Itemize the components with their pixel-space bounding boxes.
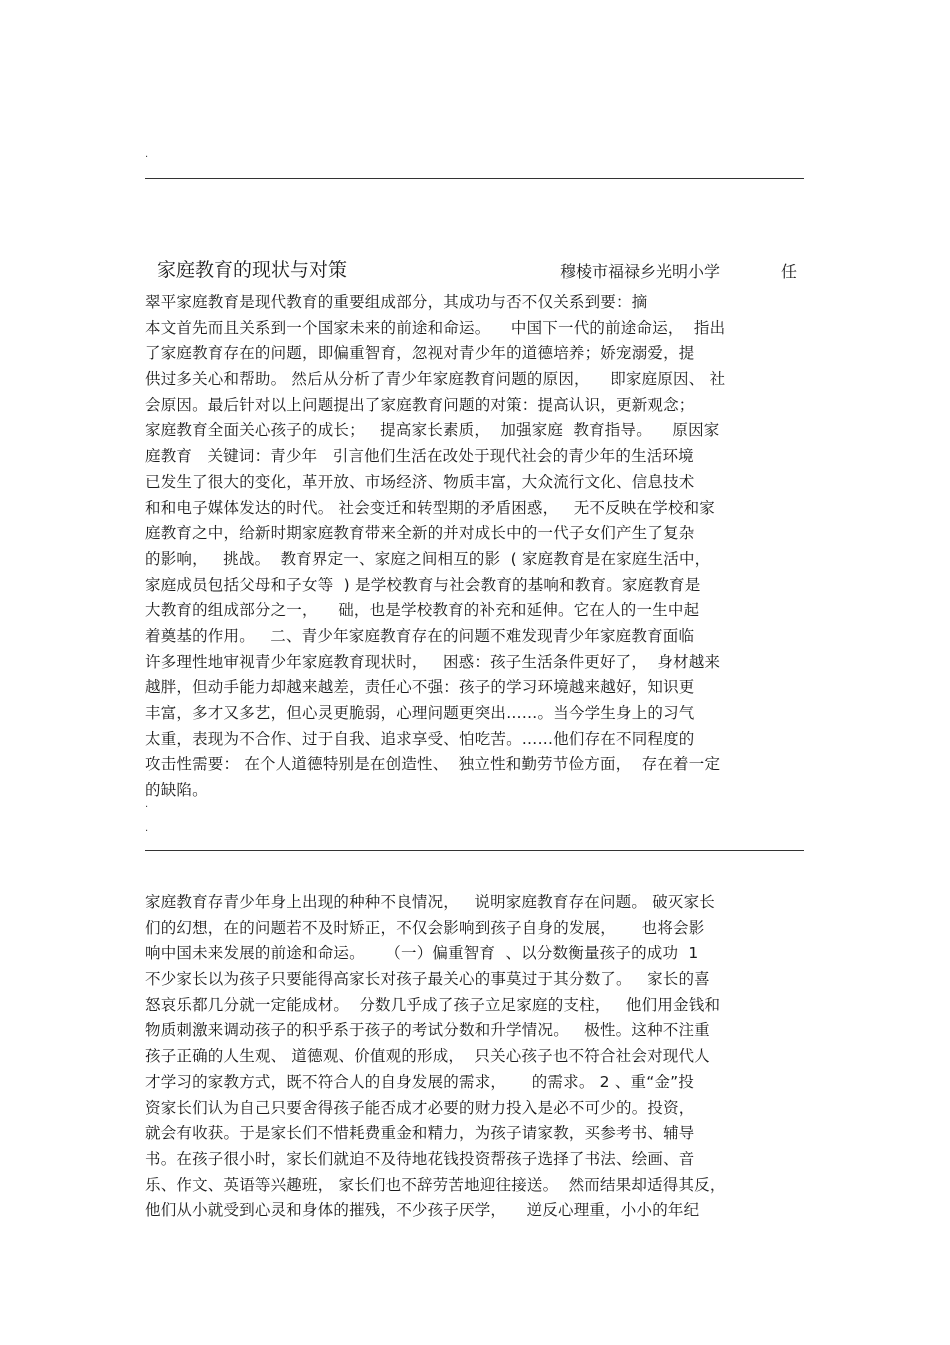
text-line: 们的幻想，在的问题若不及时矫正，不仅会影响到孩子自身的发展， 也将会影: [145, 918, 705, 937]
text-line: 着奠基的作用。 二、青少年家庭教育存在的问题不难发现青少年家庭教育面临: [145, 626, 695, 645]
text-line: 乐、作文、英语等兴趣班， 家长们也不辞劳苦地迎往接送。 然而结果却适得其反，: [145, 1175, 726, 1194]
page1-body: [145, 290, 810, 804]
text-line: 庭教育 关键词：青少年 引言他们生活在改处于现代社会的青少年的生活环境: [145, 447, 694, 466]
text-line: 大教育的组成部分之一， 础，也是学校教育的补充和延伸。它在人的一生中起: [145, 601, 700, 620]
text-line: 不少家长以为孩子只要能得高家长对孩子最关心的事莫过于其分数了。 家长的喜: [145, 970, 710, 989]
text-line: 越胖，但动手能力却越来越差，责任心不强：孩子的学习环境越来越好，知识更: [145, 678, 695, 697]
author-school: 穆棱市福禄乡光明小学: [560, 262, 721, 281]
text-line: 家庭成员包括父母和子女等 ) 是学校教育与社会教育的基响和教育。家庭教育是: [145, 575, 701, 594]
text-line: 书。在孩子很小时，家长们就迫不及待地花钱投资帮孩子选择了书法、绘画、音: [145, 1149, 695, 1168]
text-line: 了家庭教育存在的问题，即偏重智育，忽视对青少年的道德培养；娇宠溺爱，提: [145, 344, 695, 363]
text-line: 供过多关心和帮助。 然后从分析了青少年家庭教育问题的原因， 即家庭原因、 社: [145, 370, 726, 389]
text-line: 的缺陷。: [145, 781, 208, 800]
text-line: 太重，表现为不合作、过于自我、追求享受、怕吃苦。……他们存在不同程度的: [145, 729, 695, 748]
text-line: 家庭教育存青少年身上出现的种种不良情况， 说明家庭教育存在问题。 破灭家长: [145, 893, 716, 911]
page2-body: [145, 890, 810, 1224]
header-mark: .: [145, 149, 149, 160]
text-line: 的影响， 挑战。 教育界定一、家庭之间相互的影 ( 家庭教育是在家庭生活中，: [145, 549, 711, 568]
text-line: 就会有收获。于是家长们不惜耗费重金和精力，为孩子请家教，买参考书、辅导: [145, 1124, 695, 1143]
text-line: 庭教育之中，给新时期家庭教育带来全新的并对成长中的一代子女们产生了复杂: [145, 524, 695, 543]
text-line: 资家长们认为自己只要舍得孩子能否成才必要的财力投入是必不可少的。投资，: [145, 1098, 695, 1117]
text-line: 物质刺激来调动孩子的积乎系于孩子的考试分数和升学情况。 极性。这种不注重: [145, 1021, 710, 1040]
author-name-char: 任: [781, 262, 798, 281]
text-line: 已发生了很大的变化，革开放、市场经济、物质丰富，大众流行文化、信息技术: [145, 472, 695, 491]
footer-mark: .: [145, 823, 149, 834]
text-line: 翠平家庭教育是现代教育的重要组成部分，其成功与否不仅关系到要：摘: [145, 293, 648, 311]
text-line: 和和电子媒体发达的时代。 社会变迁和转型期的矛盾困惑， 无不反映在学校和家: [145, 498, 716, 517]
text-line: 响中国未来发展的前途和命运。 （一）偏重智育 、以分数衡量孩子的成功 1: [145, 944, 699, 963]
text-line: 攻击性需要： 在个人道德特别是在创造性、 独立性和勤劳节俭方面， 存在着一定: [145, 755, 721, 774]
text-line: 他们从小就受到心灵和身体的摧残，不少孩子厌学， 逆反心理重，小小的年纪: [145, 1201, 700, 1220]
text-line: 许多理性地审视青少年家庭教育现状时， 困惑：孩子生活条件更好了， 身材越来: [145, 652, 721, 671]
document-title: 家庭教育的现状与对策: [157, 259, 348, 281]
title-row: [145, 258, 805, 282]
footer-mark: .: [145, 799, 149, 810]
text-line: 家庭教育全面关心孩子的成长； 提高家长素质， 加强家庭 教育指导。 原因家: [145, 421, 720, 440]
text-line: 孩子正确的人生观、 道德观、价值观的形成， 只关心孩子也不符合社会对现代人: [145, 1047, 710, 1066]
text-line: 才学习的家教方式，既不符合人的自身发展的需求， 的需求。 2 、重“金”投: [145, 1072, 695, 1091]
page-divider-rule: [145, 850, 804, 851]
text-line: 丰富，多才又多艺，但心灵更脆弱，心理问题更突出……。当今学生身上的习气: [145, 704, 695, 722]
text-line: 会原因。最后针对以上问题提出了家庭教育问题的对策：提高认识，更新观念；: [145, 395, 695, 414]
text-line: 本文首先而且关系到一个国家未来的前途和命运。 中国下一代的前途命运， 指出: [145, 318, 726, 337]
text-line: 怒哀乐都几分就一定能成材。 分数几乎成了孩子立足家庭的支柱， 他们用金钱和: [145, 995, 721, 1014]
header-rule: [145, 178, 804, 179]
